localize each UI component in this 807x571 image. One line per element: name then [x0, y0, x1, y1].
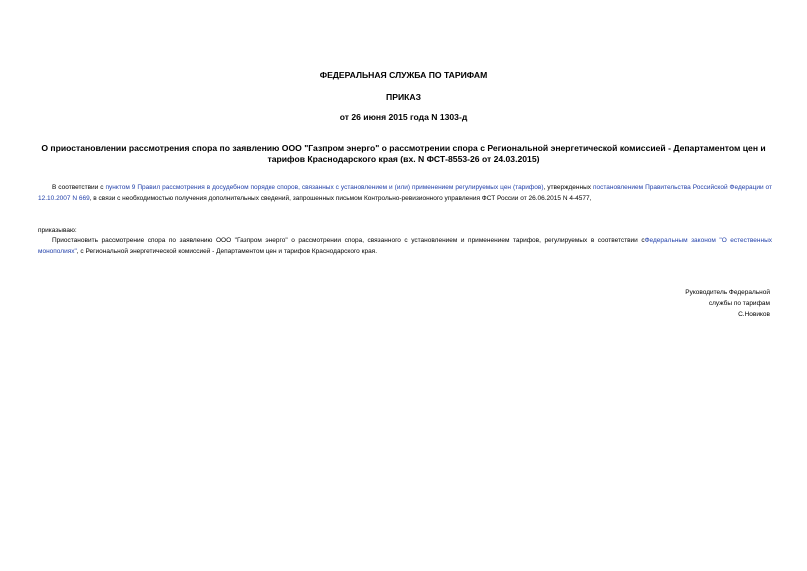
paragraph-text: , с Региональной энергетической комиссией - Департаментом цен и тарифов Краснодарского края.: [76, 247, 378, 255]
signature-position: Руководитель Федеральной: [685, 289, 770, 296]
paragraph-decision: [38, 236, 772, 257]
paragraph-text: , утвержденных: [543, 184, 593, 191]
paragraph-basis: [38, 183, 772, 204]
government-decree-link[interactable]: постановлением Правительства Российской Федерации от 12.10.2007 N 669: [38, 184, 773, 202]
signature-name: С.Новиков: [738, 311, 770, 318]
document-subject: О приостановлении рассмотрения спора по заявлению ООО "Газпром энерго" о рассмотрении спора с Региональной энергетической комиссией - Департаментом цен и тарифов Краснодарского края (вх. N ФСТ-8553-26 от 24.03.2015): [41, 143, 766, 164]
signature-department: службы по тарифам: [708, 300, 770, 307]
order-word: приказываю:: [38, 227, 77, 234]
paragraph-text: , в связи с необходимостью получения дополнительных сведений, запрошенных письмом Контрольно-ревизионного управления ФСТ России от 26.06.2015 N 4-4577,: [89, 194, 592, 202]
document-date-number: от 26 июня 2015 года N 1303-д: [339, 112, 468, 122]
rules-link[interactable]: пунктом 9 Правил рассмотрения в досудебном порядке споров, связанных с установлением и (или) применением регулируемых цен (тарифов): [105, 184, 544, 191]
organization-title: ФЕДЕРАЛЬНАЯ СЛУЖБА ПО ТАРИФАМ: [319, 70, 488, 80]
paragraph-text: Приостановить рассмотрение спора по заявлению ООО "Газпром энерго" о рассмотрении спора, связанного с установлением и применением тарифов, регулируемых в соответствии с: [52, 237, 645, 244]
paragraph-text: В соответствии с: [52, 184, 106, 191]
federal-law-link[interactable]: Федеральным законом "О естественных монополиях": [38, 237, 772, 255]
document-type: ПРИКАЗ: [386, 92, 421, 102]
